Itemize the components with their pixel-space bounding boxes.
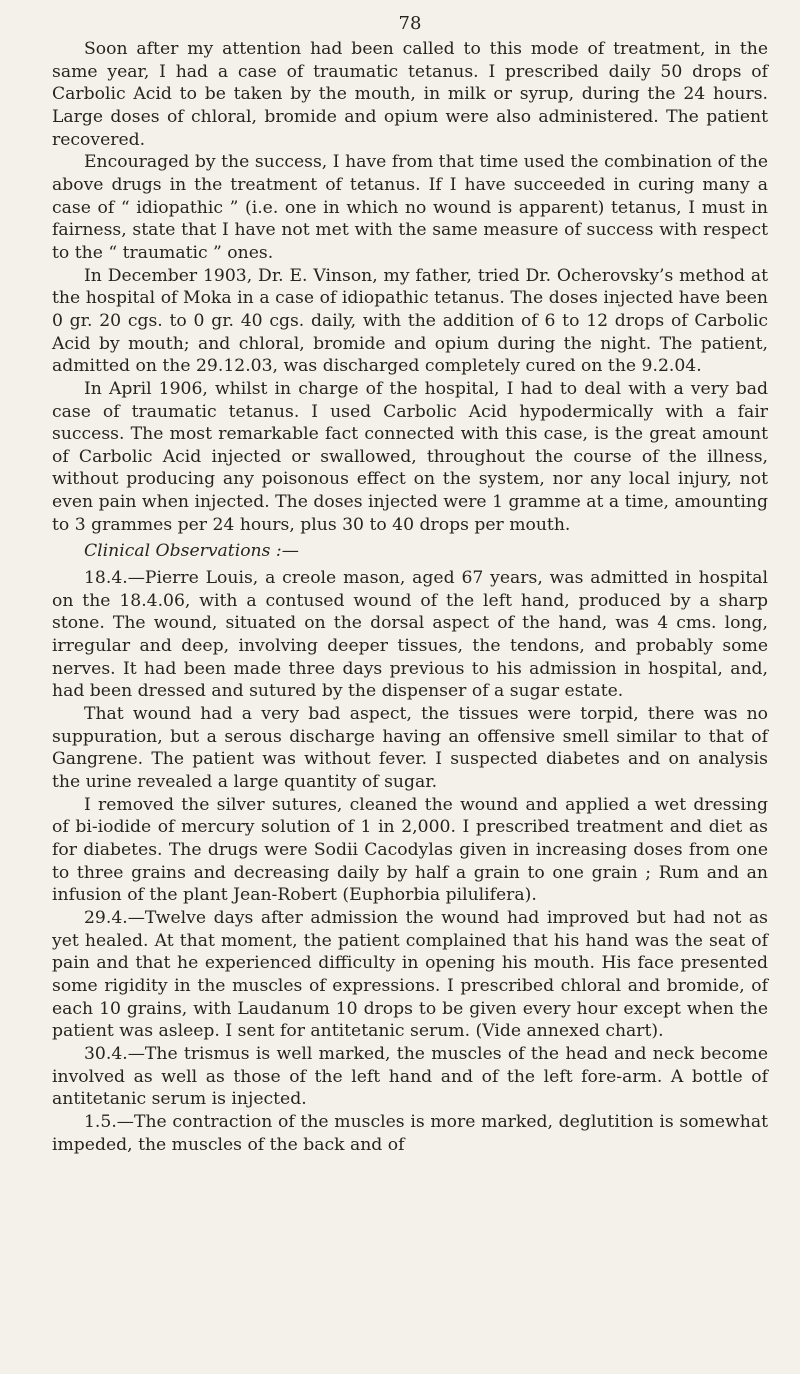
observation-18-4: 18.4.—Pierre Louis, a creole mason, aged 67 years, was admitted in hospital on the 18.4.06, with a contused wound of the left hand, produced by a sharp stone. The wound, situated on the dorsal aspect of the hand, was 4 cms. long, irregular and deep, involving deeper tissues, the tendons, and probably some nerves. It had been made three days previous to his admission in hospital, and, had been dressed and sutured by the dispenser of a sugar estate. bbox=[52, 568, 768, 702]
paragraph-december-1903: In December 1903, Dr. E. Vinson, my father, tried Dr. Ocherovsky’s method at the hospital of Moka in a case of idiopathic tetanus. The doses injected have been 0 gr. 20 cgs. to 0 gr. 40 cgs. daily, with the addition of 6 to 12 drops of Carbolic Acid by mouth; and chloral, bromide and opium during the night. The patient, admitted on the 29.12.03, was discharged completely cured on the 9.2.04. bbox=[52, 265, 768, 377]
page-number: 78 bbox=[398, 13, 422, 34]
paragraph-april-1906: In April 1906, whilst in charge of the hospital, I had to deal with a very bad case of traumatic tetanus. I used Carbolic Acid hypodermically with a fair success. The most remarkable fact connected with this case, is the great amount of Carbolic Acid injected or swallowed, throughout the course of the illness, without producing any poisonous effect on the system, nor any local injury, not even pain when injected. The doses injected were 1 gramme at a time, amounting to 3 grammes per 24 hours, plus 30 to 40 drops per mouth. bbox=[52, 378, 768, 535]
paragraph-carbolic-first-case: Soon after my attention had been called to this mode of treatment, in the same year, I had a case of traumatic tetanus. I prescribed daily 50 drops of Carbolic Acid to be taken by the mouth, in milk or syrup, during the 24 hours. Large doses of chloral, bromide and opium were also administered. The patient recovered. bbox=[52, 39, 768, 150]
observation-treatment: I removed the silver sutures, cleaned the wound and applied a wet dressing of bi-iodide of mercury solution of 1 in 2,000. I prescribed treatment and diet as for diabetes. The drugs were Sodii Cacodylas given in increasing doses from one to three grains and decreasing daily by half a grain to one grain ; Rum and an infusion of the plant Jean-Robert (Euphorbia pilulifera). bbox=[52, 794, 768, 906]
paragraph-encouraged: Encouraged by the success, I have from that time used the combination of the above drugs in the treatment of tetanus. If I have succeeded in curing many a case of “ idiopathic ” (i.e. one in which no wound is apparent) tetanus, I must in fairness, state that I have not met with the same measure of success with respect to the “ traumatic ” ones. bbox=[52, 152, 768, 263]
section-heading: Clinical Observations :— bbox=[84, 541, 299, 562]
observation-wound-aspect: That wound had a very bad aspect, the tissues were torpid, there was no suppuration, but a serous discharge having an offensive smell similar to that of Gangrene. The patient was without fever. I suspected diabetes and on analysis the urine revealed a large quantity of sugar. bbox=[52, 704, 768, 792]
observation-1-5: 1.5.—The contraction of the muscles is more marked, deglutition is somewhat impeded, the muscles of the back and of bbox=[52, 1111, 768, 1155]
observation-30-4: 30.4.—The trismus is well marked, the muscles of the head and neck become involved as well as those of the left hand and of the left fore-arm. A bottle of antitetanic serum is injected. bbox=[52, 1043, 768, 1110]
observation-29-4: 29.4.—Twelve days after admission the wound had improved but had not as yet healed. At that moment, the patient complained that his hand was the seat of pain and that he experienced difficulty in opening his mouth. His face presented some rigidity in the muscles of expressions. I prescribed chloral and bromide, of each 10 grains, with Laudanum 10 drops to be given every hour except when the patient was asleep. I sent for antitetanic serum. (Vide annexed chart). bbox=[52, 907, 768, 1042]
document-page bbox=[52, 12, 768, 1156]
